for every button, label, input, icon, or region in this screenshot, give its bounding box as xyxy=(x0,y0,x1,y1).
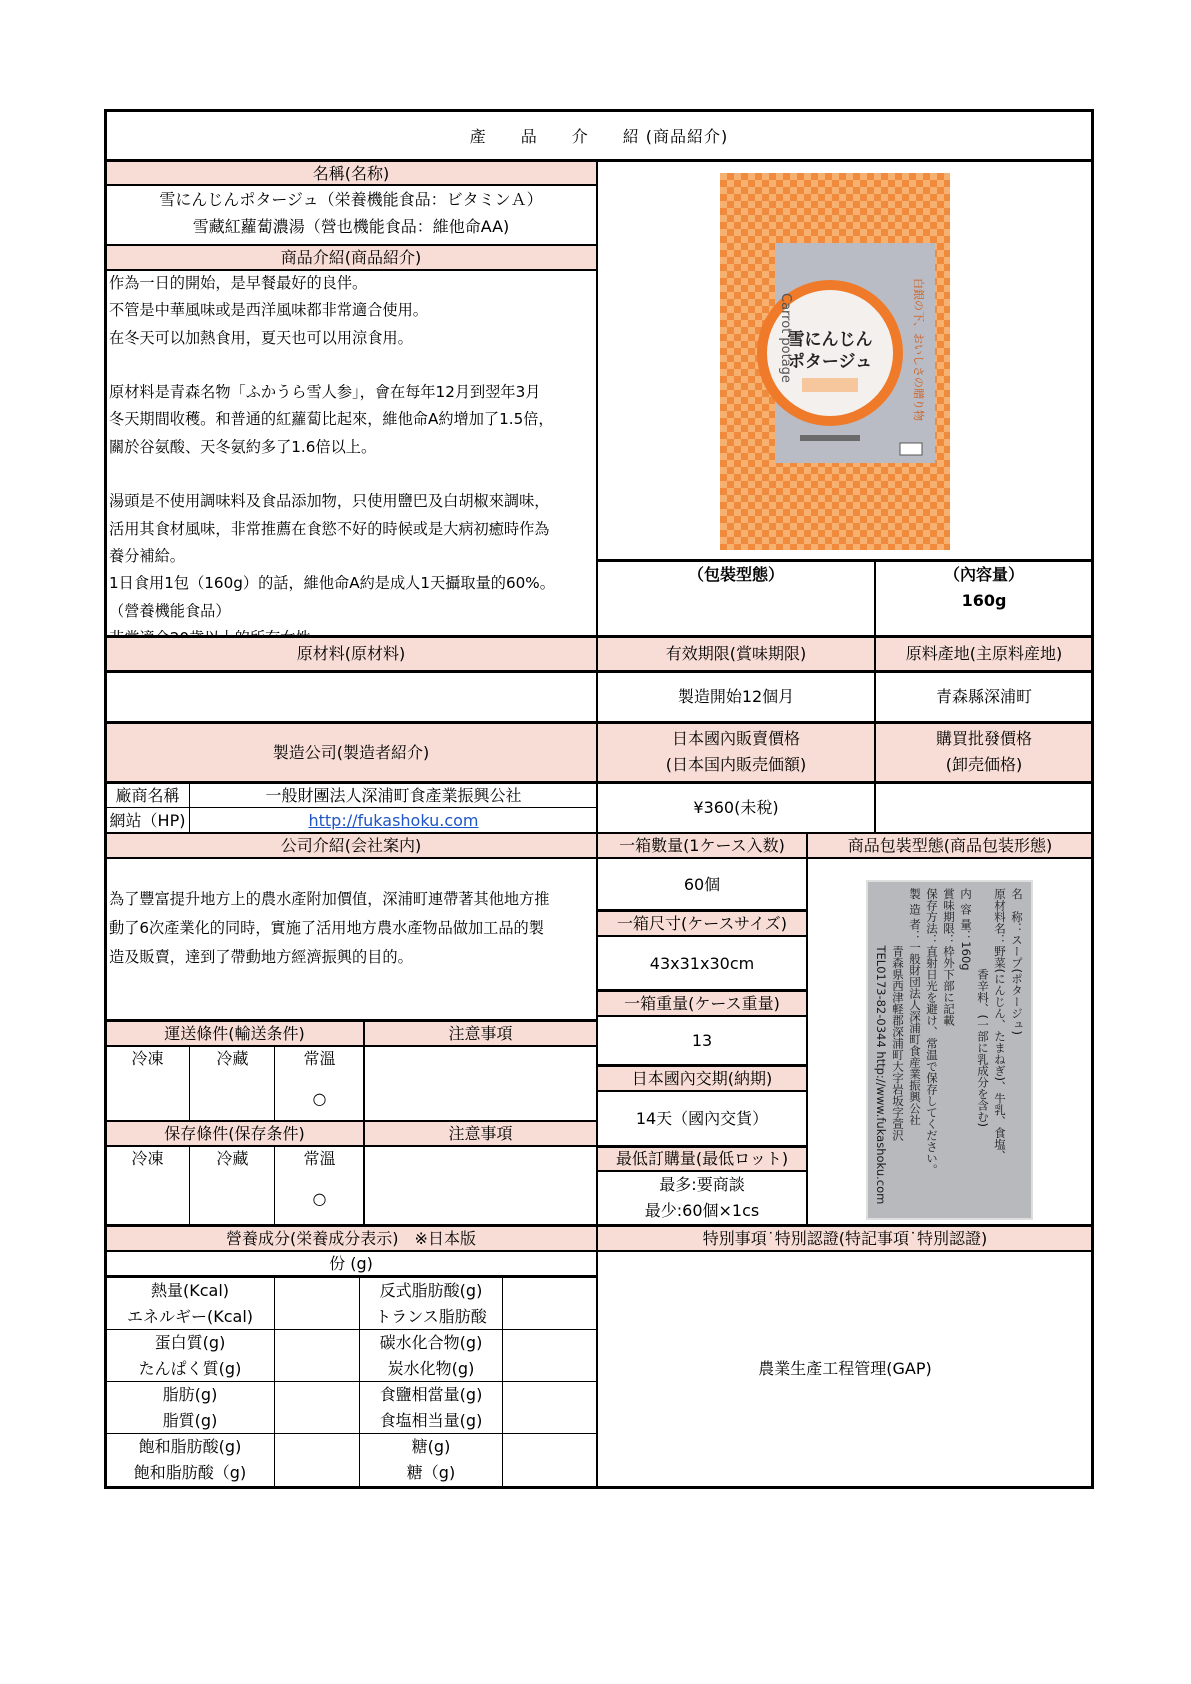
storage-header: 保存條件(保存条件) xyxy=(105,1121,364,1145)
nutrition-label: 脂肪(g) xyxy=(162,1384,218,1404)
nutrition-label: 炭水化物(g) xyxy=(387,1358,475,1378)
nutrition-row-label xyxy=(360,1330,502,1381)
moq-header: 最低訂購量(最低ロット) xyxy=(597,1146,807,1170)
svg-text:Carrot potage: Carrot potage xyxy=(778,293,793,383)
nutrition-label: 熱量(Kcal) xyxy=(150,1280,230,1300)
domestic-price-label-2: (日本国内販売価額) xyxy=(665,755,807,774)
product-name-zh: 雪藏紅蘿蔔濃湯（營也機能食品：維他命AA) xyxy=(192,217,510,236)
wholesale-price-value xyxy=(875,783,1093,832)
materials-value xyxy=(105,672,597,721)
nutrition-per: 份 (g) xyxy=(329,1253,373,1273)
volume-value: 160g xyxy=(961,591,1007,610)
case-qty-header: 一箱數量(1ケース入数) xyxy=(597,833,807,857)
nutrition-label: 飽和脂肪酸（g) xyxy=(133,1462,247,1482)
storage-note-header: 注意事項 xyxy=(364,1121,597,1145)
origin-value: 青森縣深浦町 xyxy=(935,687,1032,706)
origin-header: 原料產地(主原料産地) xyxy=(875,637,1093,670)
delivery-value: 14天（國內交貨） xyxy=(635,1108,769,1128)
packaging-label-line: 内 容 量：160g xyxy=(959,888,973,971)
transport-header: 運送條件(輸送条件) xyxy=(105,1021,364,1045)
nutrition-row-label xyxy=(105,1434,275,1485)
packaging-label-line: 賞味期限：枠外下部に記載 xyxy=(942,888,956,1026)
transport-note-header: 注意事項 xyxy=(364,1021,597,1045)
packaging-label-line: 原材料名：野菜(にんじん、たまねぎ)、牛乳、食塩、 xyxy=(993,888,1007,1162)
expiry-header: 有效期限(賞味期限) xyxy=(597,637,875,670)
svg-text:雪にんじん: 雪にんじん xyxy=(787,330,873,350)
nutrition-row-label xyxy=(105,1330,275,1381)
case-size-value: 43x31x30cm xyxy=(649,953,755,973)
storage-col-frozen: 冷凍 xyxy=(131,1148,164,1168)
transport-mark-frozen xyxy=(105,1076,190,1120)
nutrition-header: 營養成分(栄養成分表示) ※日本版 xyxy=(105,1226,597,1250)
storage-mark-ambient: ○ xyxy=(312,1188,327,1208)
nutrition-row-label xyxy=(360,1382,502,1433)
nutrition-row-label xyxy=(360,1434,502,1485)
domestic-price-value: ¥360(未稅) xyxy=(693,798,779,817)
special-header: 特別事項˙特別認證(特記事項˙特別認證) xyxy=(597,1226,1093,1250)
materials-header: 原材料(原材料) xyxy=(105,637,597,670)
case-qty-value: 60個 xyxy=(683,874,721,894)
hp-label: 網站（HP) xyxy=(109,810,186,830)
packaging-label-line: 青森県西津軽郡深浦町大字岩坂字萱沢 xyxy=(891,888,905,1141)
packaging-label-line: 保存方法：直射日光を避け、常温で保存してください。 xyxy=(925,888,939,1176)
moq-min: 最少:60個×1cs xyxy=(644,1201,760,1220)
hp-link[interactable]: http://fukashoku.com xyxy=(308,810,479,830)
nutrition-label: 反式脂肪酸(g) xyxy=(379,1280,483,1300)
nutrition-label: 糖(g) xyxy=(411,1436,451,1456)
wholesale-price-label-1: 購買批發價格 xyxy=(935,729,1032,748)
hp-link-cell xyxy=(190,808,597,832)
company-name-label: 廠商名稱 xyxy=(115,785,180,805)
product-name-jp: 雪にんじんポタージュ（栄養機能食品：ビタミンＡ） xyxy=(159,190,543,209)
transport-col-ambient: 常溫 xyxy=(303,1048,336,1068)
company-name-value: 一般財團法人深浦町食產業振興公社 xyxy=(265,785,522,805)
nutrition-label: 食鹽相當量(g) xyxy=(379,1384,483,1404)
delivery-header: 日本國內交期(納期) xyxy=(597,1066,807,1090)
nutrition-label: 脂質(g) xyxy=(162,1410,218,1430)
case-weight-header: 一箱重量(ケース重量) xyxy=(597,991,807,1015)
company-intro-text: 為了豐富提升地方上的農水產附加價值，深浦町連帶著其他地方推 動了6次產業化的同時，實施了活用地方農水產物品做加工品的製 造及販賣，達到了帶動地方經濟振興的目的。 xyxy=(109,890,550,966)
packaging-label-line: 香辛料、(一部に乳成分を含む) xyxy=(976,888,990,1127)
storage-col-ambient: 常溫 xyxy=(303,1148,336,1168)
packaging-label-line: 製 造 者：一般財団法人深浦町食産業振興公社 xyxy=(908,888,922,1126)
nutrition-label: トランス脂肪酸 xyxy=(375,1306,487,1326)
domestic-price-label-1: 日本國內販賣價格 xyxy=(671,729,800,748)
transport-mark-ambient: ○ xyxy=(312,1088,327,1108)
package-form-label: （包裝型態） xyxy=(687,564,784,584)
page-title: 產 品 介 紹 (商品紹介) xyxy=(469,127,729,146)
product-image xyxy=(720,173,950,550)
packaging-label-lines xyxy=(872,888,1025,1214)
transport-mark-chilled xyxy=(190,1076,275,1120)
nutrition-row-label xyxy=(105,1278,275,1329)
nutrition-row-label xyxy=(360,1278,502,1329)
special-value: 農業生產工程管理(GAP) xyxy=(758,1359,932,1378)
nutrition-label: 糖（g) xyxy=(406,1462,456,1482)
wholesale-price-label-2: (卸売価格) xyxy=(945,755,1023,774)
name-header: 名稱(名称) xyxy=(105,161,597,185)
expiry-value: 製造開始12個月 xyxy=(677,687,795,706)
storage-mark-frozen xyxy=(105,1176,190,1220)
wholesale-price-header xyxy=(875,723,1093,781)
svg-text:ポタージュ: ポタージュ xyxy=(787,352,873,372)
nutrition-label: 食塩相当量(g) xyxy=(379,1410,483,1430)
nutrition-label: たんぱく質(g) xyxy=(138,1358,242,1378)
nutrition-label: 飽和脂肪酸(g) xyxy=(138,1436,242,1456)
nutrition-row-label xyxy=(105,1382,275,1433)
intro-header: 商品介紹(商品紹介) xyxy=(105,245,597,269)
domestic-price-header xyxy=(597,723,875,781)
packaging-form-header: 商品包裝型態(商品包装形態) xyxy=(807,833,1093,857)
maker-header: 製造公司(製造者紹介) xyxy=(105,723,597,781)
packaging-label-line: TEL0173-82-0344 http://www.fukashoku.com xyxy=(874,888,888,1205)
moq-max: 最多:要商談 xyxy=(659,1174,745,1194)
packaging-label-image xyxy=(866,880,1033,1220)
volume-label: （內容量） xyxy=(943,564,1024,584)
transport-col-frozen: 冷凍 xyxy=(131,1048,164,1068)
nutrition-label: 碳水化合物(g) xyxy=(379,1332,483,1352)
intro-text: 作為一日的開始，是早餐最好的良伴。 不管是中華風味或是西洋風味都非常適合使用。 在冬天可以加熱食用，夏天也可以用涼食用。 原材料是青森名物「ふかうら雪人参」，會在每年12月到翌年3月 冬天期間收穫。和普通的紅蘿蔔比起來，維他命A約增加了1.5倍， 關於谷氨酸、天冬氨約多了1.6倍以上。 湯頭是不使用調味料及食品添加物，只使用鹽巴及白胡椒來調味， 活用其食材風味，非常推薦在食慾不好的時候或是大病初癒時作為 養分補給。 1日食用1包（160g）的話，維他命A約是成人1天攝取量的60%。 （營養機能食品） xyxy=(109,274,555,620)
transport-col-chilled: 冷藏 xyxy=(216,1048,249,1068)
case-weight-value: 13 xyxy=(691,1031,713,1050)
svg-text:白銀の下、おいしさの贈り物: 白銀の下、おいしさの贈り物 xyxy=(912,278,925,421)
packaging-label-line: 名 称：スープ(ポタージュ) xyxy=(1010,888,1024,1035)
storage-col-chilled: 冷藏 xyxy=(216,1148,249,1168)
company-intro-header: 公司介紹(会社案内) xyxy=(105,833,597,857)
storage-mark-chilled xyxy=(190,1176,275,1220)
case-size-header: 一箱尺寸(ケースサイズ) xyxy=(597,911,807,935)
nutrition-label: エネルギー(Kcal) xyxy=(126,1306,254,1326)
nutrition-label: 蛋白質(g) xyxy=(154,1332,226,1352)
